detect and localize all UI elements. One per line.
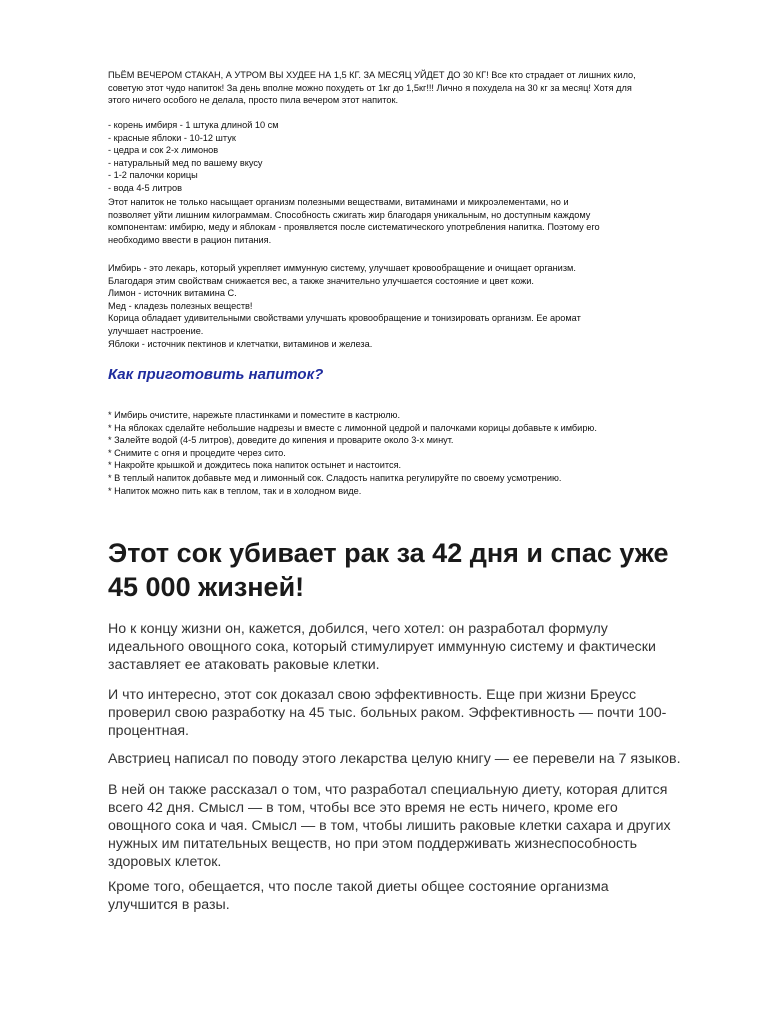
ingredient-item: - корень имбиря - 1 штука длиной 10 см <box>108 120 279 130</box>
benefits-list <box>108 262 708 350</box>
benefit-item: Лимон - источник витамина С. <box>108 288 237 299</box>
ingredient-item: - вода 4-5 литров <box>108 182 182 193</box>
drink-description-paragraph <box>108 196 708 246</box>
paragraph-line: Кроме того, обещается, что после такой диеты общее состояние организма <box>108 879 609 895</box>
paragraph-line: улучшится в разы. <box>108 897 230 913</box>
paragraph-line: компонентам: имбирю, меду и яблокам - проявляется после систематического употребления напитка. Поэтому его <box>108 222 600 233</box>
article-paragraph <box>108 878 714 914</box>
recipe-step: * Залейте водой (4-5 литров), доведите до кипения и проварите около 3-х минут. <box>108 435 454 446</box>
article-paragraph <box>108 750 714 768</box>
paragraph-line: Этот напиток не только насыщает организм полезными веществами, витаминами и микроэлементами, но и <box>108 197 569 207</box>
benefit-item: Корица обладает удивительными свойствами улучшать кровообращение и тонизировать организм. Ее аромат <box>108 313 581 324</box>
paragraph-line: позволяет уйти лишним килограммам. Способность сжигать жир благодаря уникальным, но доступным каждому <box>108 209 591 220</box>
headline-line: Этот сок убивает рак за 42 дня и спас уже <box>108 538 669 568</box>
ingredients-list <box>108 119 708 195</box>
article-paragraph <box>108 781 714 871</box>
paragraph-line: всего 42 дня. Смысл — в том, чтобы все это время не есть ничего, кроме его <box>108 800 618 816</box>
paragraph-line: процентная. <box>108 723 190 739</box>
paragraph-line: Но к концу жизни он, кажется, добился, чего хотел: он разработал формулу <box>108 621 608 637</box>
recipe-step: * В теплый напиток добавьте мед и лимонный сок. Сладость напитка регулируйте по своему усмотрению. <box>108 472 562 483</box>
ingredient-item: - цедра и сок 2-х лимонов <box>108 145 219 156</box>
paragraph-line: нужных им питательных веществ, но при этом поддерживать жизнеспособность <box>108 836 638 852</box>
paragraph-line: здоровых клеток. <box>108 854 222 870</box>
headline-line: 45 000 жизней! <box>108 572 305 602</box>
recipe-step: * Накройте крышкой и дождитесь пока напиток остынет и настоится. <box>108 460 402 471</box>
paragraph-line: В ней он также рассказал о том, что разработал специальную диету, которая длится <box>108 782 668 798</box>
intro-line: этого ничего особого не делала, просто пила вечером этот напиток. <box>108 95 399 106</box>
intro-paragraph <box>108 69 708 107</box>
recipe-step: * Напиток можно пить как в теплом, так и в холодном виде. <box>108 485 362 496</box>
paragraph-line: И что интересно, этот сок доказал свою эффективность. Еще при жизни Бреусс <box>108 687 637 703</box>
intro-line: ПЬЁМ ВЕЧЕРОМ СТАКАН, А УТРОМ ВЫ ХУДЕЕ НА 1,5 КГ. ЗА МЕСЯЦ УЙДЕТ ДО 30 КГ! Все кто страдает от лишних кило, <box>108 70 636 80</box>
recipe-subheading: Как приготовить напиток? <box>108 366 324 383</box>
article-paragraph <box>108 686 714 740</box>
ingredient-item: - красные яблоки - 10-12 штук <box>108 132 236 143</box>
paragraph-line: проверил свою разработку на 45 тыс. больных раком. Эффективность — почти 100- <box>108 705 667 721</box>
paragraph-line: заставляет ее атаковать раковые клетки. <box>108 657 380 673</box>
benefit-item: Имбирь - это лекарь, который укрепляет иммунную систему, улучшает кровообращение и очищает организм. <box>108 263 576 273</box>
benefit-item: Яблоки - источник пектинов и клетчатки, витаминов и железа. <box>108 338 373 349</box>
recipe-steps-list <box>108 409 708 497</box>
ingredient-item: - 1-2 палочки корицы <box>108 170 198 181</box>
paragraph-line: идеального овощного сока, который стимулирует иммунную систему и фактически <box>108 639 656 655</box>
recipe-step: * На яблоках сделайте небольшие надрезы и вместе с лимонной цедрой и палочками корицы добавьте к имбирю. <box>108 422 597 433</box>
paragraph-line: Австриец написал по поводу этого лекарства целую книгу — ее перевели на 7 языков. <box>108 751 681 767</box>
paragraph-line: необходимо ввести в рацион питания. <box>108 234 272 245</box>
benefit-item: Мед - кладезь полезных веществ! <box>108 300 253 311</box>
benefit-item: улучшает настроение. <box>108 325 204 336</box>
intro-line: советую этот чудо напиток! За день вполне можно похудеть от 1кг до 1,5кг!!! Лично я похудела на 30 кг за месяц! Хотя для <box>108 82 632 93</box>
article-paragraph <box>108 620 714 674</box>
recipe-step: * Снимите с огня и процедите через сито. <box>108 447 286 458</box>
article-headline <box>108 536 708 604</box>
recipe-step: * Имбирь очистите, нарежьте пластинками и поместите в кастрюлю. <box>108 410 400 420</box>
benefit-item: Благодаря этим свойствам снижается вес, а также значительно улучшается состояние и цвет кожи. <box>108 275 534 286</box>
ingredient-item: - натуральный мед по вашему вкусу <box>108 157 263 168</box>
paragraph-line: овощного сока и чая. Смысл — в том, чтобы лишить раковые клетки сахара и других <box>108 818 671 834</box>
